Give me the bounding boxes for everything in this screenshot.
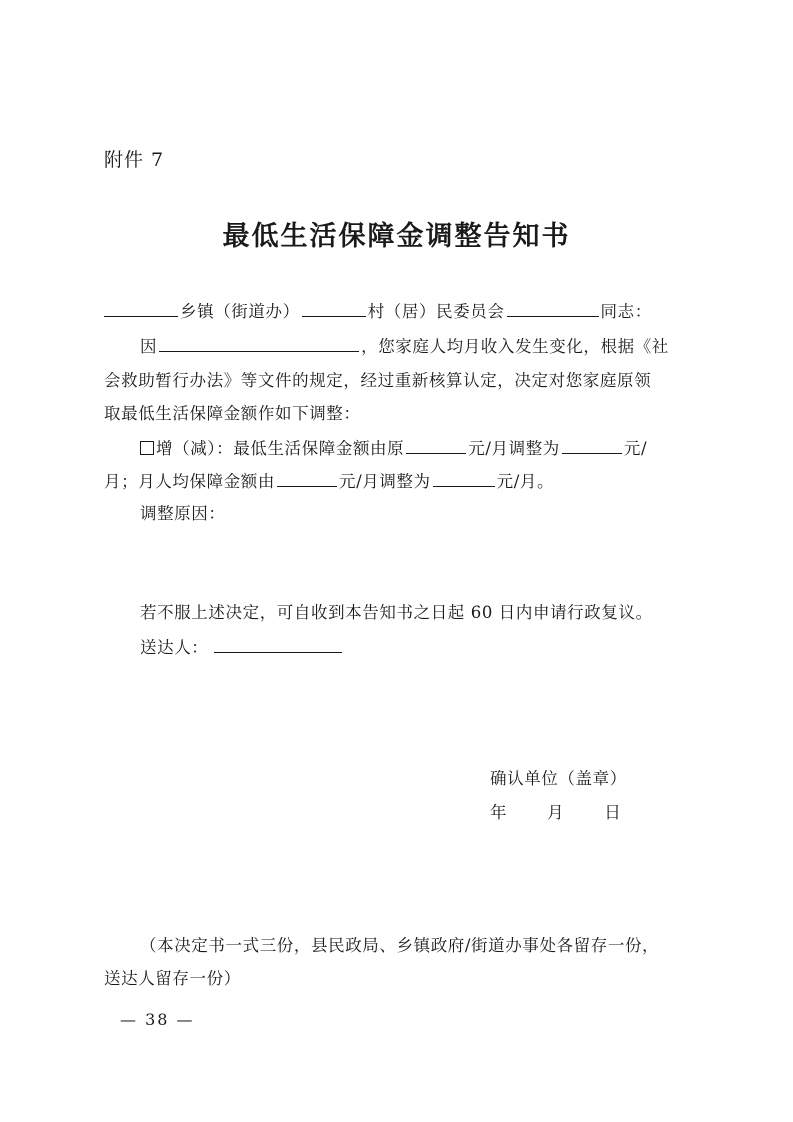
reason-label: 调整原因： xyxy=(140,504,226,523)
document-title: 最低生活保障金调整告知书 xyxy=(222,221,571,252)
body-line-2: 会救助暂行办法》等文件的规定，经过重新核算认定，决定对您家庭原领 xyxy=(104,371,652,390)
adjust-line1-c: 元/ xyxy=(623,439,648,458)
reason-blank[interactable] xyxy=(159,335,359,352)
increase-decrease-checkbox[interactable] xyxy=(140,441,154,455)
adjust-line1-b: 元/月调整为 xyxy=(468,439,560,458)
header-part3: 同志： xyxy=(600,302,652,321)
village-blank[interactable] xyxy=(302,300,366,317)
adjust-line1-a: 增（减）：最低生活保障金额由原 xyxy=(156,439,405,458)
adjust-line2-b: 元/月调整为 xyxy=(339,472,431,491)
confirm-unit: 确认单位（盖章） xyxy=(490,769,627,788)
deliverer-blank[interactable] xyxy=(214,636,342,653)
original-amount-blank[interactable] xyxy=(406,437,466,454)
deliverer-label: 送达人： xyxy=(140,638,209,657)
date-month: 月 xyxy=(547,803,565,822)
date-line xyxy=(490,802,621,824)
body-line1-suffix: ，您家庭人均月收入发生变化，根据《社 xyxy=(361,337,669,356)
addressee-line xyxy=(104,300,652,323)
original-per-capita-blank[interactable] xyxy=(277,470,337,487)
page-number: — 38 — xyxy=(120,1010,195,1029)
body-line-3: 取最低生活保障金额作如下调整： xyxy=(104,404,361,423)
body-line-1 xyxy=(140,335,669,358)
new-per-capita-blank[interactable] xyxy=(433,470,495,487)
adjust-line2-a: 月；月人均保障金额由 xyxy=(104,472,275,491)
adjust-line2-c: 元/月。 xyxy=(496,472,555,491)
adjust-line-1 xyxy=(140,437,647,460)
appeal-text: 若不服上述决定，可自收到本告知书之日起 60 日内申请行政复议。 xyxy=(140,603,653,622)
header-part1: 乡镇（街道办） xyxy=(180,302,300,321)
attachment-label: 附件 7 xyxy=(104,149,165,171)
body-line1-prefix: 因 xyxy=(140,337,158,356)
name-blank[interactable] xyxy=(507,300,599,317)
date-year: 年 xyxy=(490,803,508,822)
new-amount-blank[interactable] xyxy=(562,437,622,454)
adjust-line-2 xyxy=(104,470,554,493)
date-day: 日 xyxy=(604,803,622,822)
deliverer-line xyxy=(140,636,344,659)
footnote-line-1: （本决定书一式三份，县民政局、乡镇政府/街道办事处各留存一份， xyxy=(140,936,660,955)
footnote-line-2: 送达人留存一份） xyxy=(104,969,241,988)
township-blank[interactable] xyxy=(104,300,178,317)
header-part2: 村（居）民委员会 xyxy=(367,302,505,321)
